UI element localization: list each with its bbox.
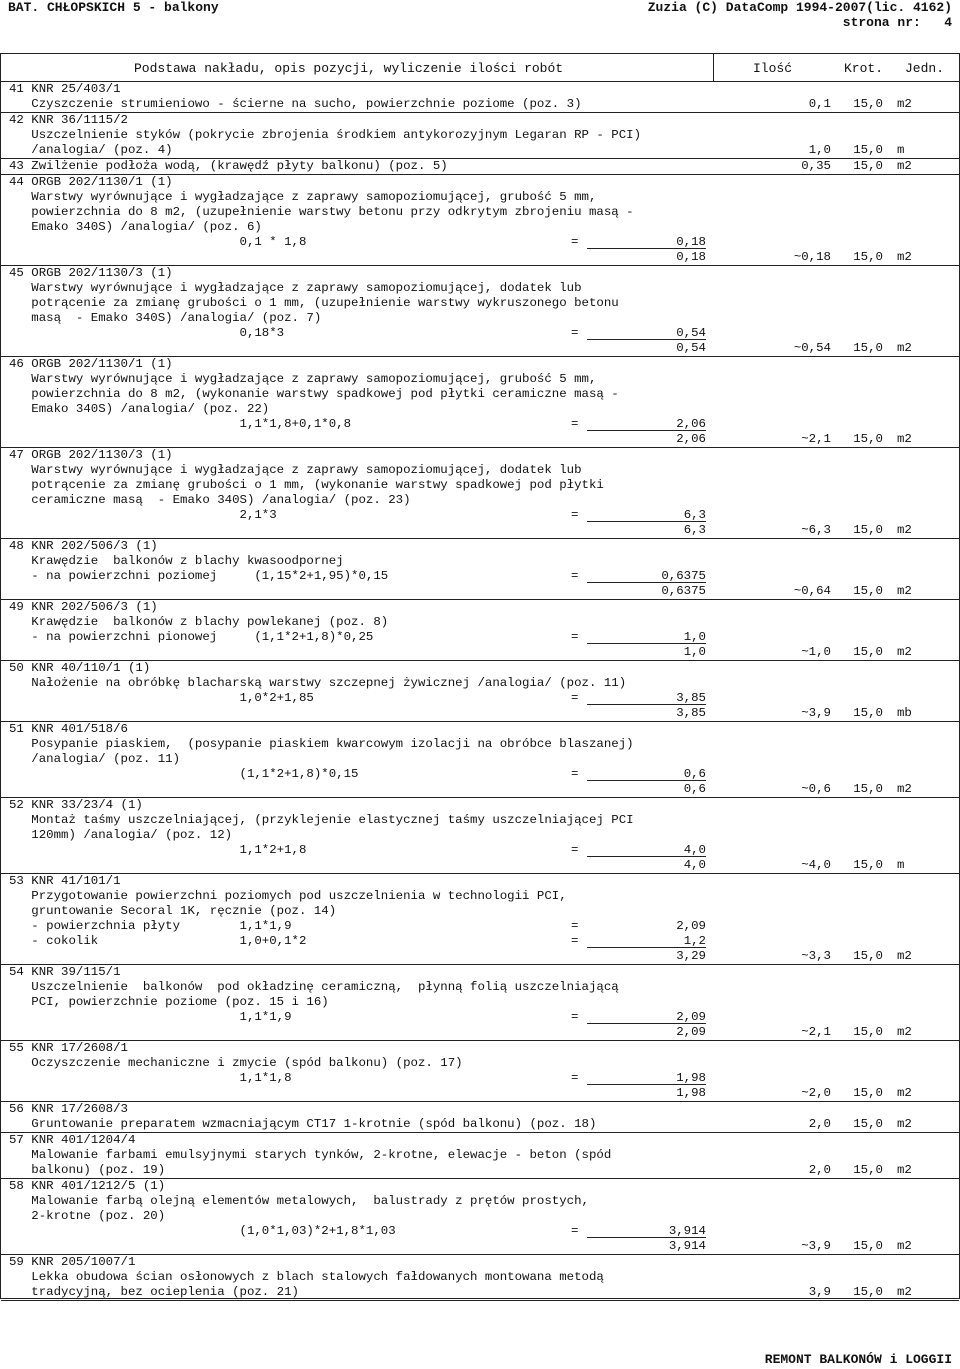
row-line bbox=[1, 889, 959, 904]
row-line bbox=[1, 645, 959, 660]
row-text: 58 KNR 401/1212/5 (1) bbox=[9, 1179, 166, 1193]
multiplier-value: 15,0 bbox=[853, 432, 883, 446]
row-text: 1,0*2+1,85 bbox=[9, 691, 314, 705]
row-line bbox=[1, 1255, 959, 1270]
row-line bbox=[1, 706, 959, 721]
row-text: 2,1*3 bbox=[9, 508, 277, 522]
row-line bbox=[1, 82, 959, 97]
page-info bbox=[648, 0, 952, 30]
equals-sign: = bbox=[571, 235, 579, 249]
row-text: Uszczelnienie balkonów pod okładzinę ceramiczną, płynną folią uszczelniającą bbox=[9, 980, 619, 994]
row-line bbox=[1, 326, 959, 341]
row-line bbox=[1, 175, 959, 190]
equals-sign: = bbox=[571, 691, 579, 705]
subtotal-value: 6,3 bbox=[587, 508, 706, 522]
subtotal-value: 4,0 bbox=[587, 843, 706, 857]
unit-value: m2 bbox=[897, 1239, 912, 1253]
row-line bbox=[1, 584, 959, 599]
multiplier-value: 15,0 bbox=[853, 143, 883, 157]
col-price: Krot. bbox=[844, 61, 884, 76]
equals-sign: = bbox=[571, 1010, 579, 1024]
quantity-value: ~2,0 bbox=[801, 1086, 831, 1100]
table-row bbox=[1, 357, 959, 448]
quantity-value: ~6,3 bbox=[801, 523, 831, 537]
quantity-value: 0,1 bbox=[808, 97, 831, 111]
row-text: 50 KNR 40/110/1 (1) bbox=[9, 661, 151, 675]
equals-sign: = bbox=[571, 508, 579, 522]
equals-sign: = bbox=[571, 767, 579, 781]
row-line bbox=[1, 782, 959, 797]
total-value: 4,0 bbox=[683, 858, 706, 872]
table-row bbox=[1, 266, 959, 357]
unit-value: m bbox=[897, 143, 905, 157]
row-text: powierzchnia do 8 m2, (uzupełnienie warstwy betonu przy odkrytym zbrojeniu masą - bbox=[9, 205, 634, 219]
table-row bbox=[1, 600, 959, 661]
unit-value: m2 bbox=[897, 1025, 912, 1039]
table-row bbox=[1, 722, 959, 798]
row-text: Nałożenie na obróbkę blacharską warstwy szczepnej żywicznej /analogia/ (poz. 11) bbox=[9, 676, 627, 690]
row-line bbox=[1, 143, 959, 158]
multiplier-value: 15,0 bbox=[853, 782, 883, 796]
equals-sign: = bbox=[571, 569, 579, 583]
unit-value: m2 bbox=[897, 782, 912, 796]
row-text: Warstwy wyrównujące i wygładzające z zaprawy samopoziomującej, grubość 5 mm, bbox=[9, 372, 597, 386]
row-text: - na powierzchni poziomej (1,15*2+1,95)*0,15 bbox=[9, 569, 389, 583]
row-text: Posypanie piaskiem, (posypanie piaskiem kwarcowym izolacji na obróbce blaszanej) bbox=[9, 737, 634, 751]
row-line bbox=[1, 813, 959, 828]
row-line bbox=[1, 569, 959, 584]
equals-sign: = bbox=[571, 919, 579, 933]
row-line bbox=[1, 508, 959, 523]
quantity-value: ~3,9 bbox=[801, 706, 831, 720]
row-line bbox=[1, 266, 959, 281]
row-text: ceramiczne masą - Emako 340S) /analogia/ (poz. 23) bbox=[9, 493, 411, 507]
row-line bbox=[1, 220, 959, 235]
unit-value: m2 bbox=[897, 432, 912, 446]
table-row bbox=[1, 798, 959, 874]
equals-sign: = bbox=[571, 417, 579, 431]
row-line bbox=[1, 1102, 959, 1117]
multiplier-value: 15,0 bbox=[853, 645, 883, 659]
row-line bbox=[1, 296, 959, 311]
row-line bbox=[1, 1041, 959, 1056]
subtotal-value: 0,18 bbox=[587, 235, 706, 249]
unit-value: m2 bbox=[897, 523, 912, 537]
column-divider bbox=[713, 54, 714, 81]
subtotal-value: 0,6375 bbox=[587, 569, 706, 583]
table-row bbox=[1, 661, 959, 722]
row-line bbox=[1, 919, 959, 934]
multiplier-value: 15,0 bbox=[853, 1239, 883, 1253]
row-text: potrącenie za zmianę grubości o 1 mm, (wykonanie warstwy spadkowej pod płytki bbox=[9, 478, 604, 492]
row-line bbox=[1, 904, 959, 919]
quantity-value: ~0,6 bbox=[801, 782, 831, 796]
total-value: 2,09 bbox=[676, 919, 706, 933]
row-line bbox=[1, 1010, 959, 1025]
row-line bbox=[1, 949, 959, 964]
quantity-value: 0,35 bbox=[801, 159, 831, 173]
total-value: 3,85 bbox=[676, 706, 706, 720]
row-line bbox=[1, 235, 959, 250]
row-text: 1,1*1,8+0,1*0,8 bbox=[9, 417, 352, 431]
row-text: PCI, powierzchnie poziome (poz. 15 i 16) bbox=[9, 995, 329, 1009]
row-line bbox=[1, 97, 959, 112]
row-line bbox=[1, 1285, 959, 1300]
multiplier-value: 15,0 bbox=[853, 341, 883, 355]
quantity-value: ~0,18 bbox=[793, 250, 831, 264]
row-line bbox=[1, 1270, 959, 1285]
row-text: Emako 340S) /analogia/ (poz. 22) bbox=[9, 402, 270, 416]
table-body bbox=[1, 82, 959, 1301]
row-text: 0,1 * 1,8 bbox=[9, 235, 307, 249]
row-line bbox=[1, 128, 959, 143]
total-value: 6,3 bbox=[683, 523, 706, 537]
total-value: 2,06 bbox=[676, 432, 706, 446]
row-text: gruntowanie Secoral 1K, ręcznie (poz. 14) bbox=[9, 904, 337, 918]
row-line bbox=[1, 737, 959, 752]
total-value: 3,29 bbox=[676, 949, 706, 963]
row-text: 120mm) /analogia/ (poz. 12) bbox=[9, 828, 233, 842]
multiplier-value: 15,0 bbox=[853, 159, 883, 173]
row-text: Gruntowanie preparatem wzmacniającym CT17 1-krotnie (spód balkonu) (poz. 18) bbox=[9, 1117, 597, 1131]
row-text: 54 KNR 39/115/1 bbox=[9, 965, 121, 979]
multiplier-value: 15,0 bbox=[853, 1163, 883, 1177]
unit-value: m2 bbox=[897, 1117, 912, 1131]
row-line bbox=[1, 372, 959, 387]
quantity-value: ~3,9 bbox=[801, 1239, 831, 1253]
subtotal-value: 0,6 bbox=[587, 767, 706, 781]
row-text: Czyszczenie strumieniowo - ścierne na sucho, powierzchnie poziome (poz. 3) bbox=[9, 97, 582, 111]
unit-value: m2 bbox=[897, 250, 912, 264]
unit-value: m bbox=[897, 858, 905, 872]
table-row bbox=[1, 874, 959, 965]
subtotal-value: 2,06 bbox=[587, 417, 706, 431]
multiplier-value: 15,0 bbox=[853, 250, 883, 264]
row-text: Emako 340S) /analogia/ (poz. 6) bbox=[9, 220, 262, 234]
col-unit: Jedn. bbox=[905, 61, 945, 76]
row-text: - cokolik 1,0+0,1*2 bbox=[9, 934, 307, 948]
row-text: Lekka obudowa ścian osłonowych z blach stalowych fałdowanych montowana metodą bbox=[9, 1270, 604, 1284]
row-text: 59 KNR 205/1007/1 bbox=[9, 1255, 136, 1269]
row-text: balkonu) (poz. 19) bbox=[9, 1163, 166, 1177]
row-text: 0,18*3 bbox=[9, 326, 285, 340]
row-line bbox=[1, 934, 959, 949]
row-text: 57 KNR 401/1204/4 bbox=[9, 1133, 136, 1147]
multiplier-value: 15,0 bbox=[853, 858, 883, 872]
row-text: Malowanie farbami emulsyjnymi starych tynków, 2-krotne, elewacje - beton (spód bbox=[9, 1148, 612, 1162]
row-text: 56 KNR 17/2608/3 bbox=[9, 1102, 128, 1116]
unit-value: m2 bbox=[897, 341, 912, 355]
row-line bbox=[1, 493, 959, 508]
total-value: 0,18 bbox=[676, 250, 706, 264]
row-text: 1,1*1,8 bbox=[9, 1071, 292, 1085]
row-line bbox=[1, 539, 959, 554]
row-text: 55 KNR 17/2608/1 bbox=[9, 1041, 128, 1055]
row-text: (1,1*2+1,8)*0,15 bbox=[9, 767, 359, 781]
row-text: /analogia/ (poz. 11) bbox=[9, 752, 181, 766]
row-line bbox=[1, 478, 959, 493]
row-text: tradycyjną, bez ocieplenia (poz. 21) bbox=[9, 1285, 299, 1299]
table-row bbox=[1, 1179, 959, 1255]
row-text: Warstwy wyrównujące i wygładzające z zaprawy samopoziomującej, grubość 5 mm, bbox=[9, 190, 597, 204]
row-line bbox=[1, 600, 959, 615]
row-line bbox=[1, 1239, 959, 1254]
multiplier-value: 15,0 bbox=[853, 949, 883, 963]
unit-value: m2 bbox=[897, 645, 912, 659]
row-text: potrącenie za zmianę grubości o 1 mm, (uzupełnienie warstwy wykruszonego betonu bbox=[9, 296, 619, 310]
row-text: 53 KNR 41/101/1 bbox=[9, 874, 121, 888]
quantity-value: ~0,64 bbox=[793, 584, 831, 598]
row-text: 42 KNR 36/1115/2 bbox=[9, 113, 128, 127]
total-value: 3,914 bbox=[668, 1239, 706, 1253]
quantity-value: 3,9 bbox=[808, 1285, 831, 1299]
table-row bbox=[1, 159, 959, 175]
multiplier-value: 15,0 bbox=[853, 1285, 883, 1299]
table-row bbox=[1, 1102, 959, 1133]
row-text: Krawędzie balkonów z blachy kwasoodpornej bbox=[9, 554, 344, 568]
total-value: 0,54 bbox=[676, 341, 706, 355]
row-text: 48 KNR 202/506/3 (1) bbox=[9, 539, 158, 553]
subtotal-value: 1,0 bbox=[587, 630, 706, 644]
equals-sign: = bbox=[571, 934, 579, 948]
row-line bbox=[1, 205, 959, 220]
row-line bbox=[1, 615, 959, 630]
table-row bbox=[1, 1133, 959, 1179]
row-line bbox=[1, 417, 959, 432]
row-text: Warstwy wyrównujące i wygładzające z zaprawy samopoziomującej, dodatek lub bbox=[9, 281, 582, 295]
row-line bbox=[1, 432, 959, 447]
row-line bbox=[1, 965, 959, 980]
table-row bbox=[1, 539, 959, 600]
multiplier-value: 15,0 bbox=[853, 1025, 883, 1039]
row-text: (1,0*1,03)*2+1,8*1,03 bbox=[9, 1224, 396, 1238]
unit-value: m2 bbox=[897, 159, 912, 173]
row-line bbox=[1, 357, 959, 372]
table-row bbox=[1, 448, 959, 539]
row-text: 43 Zwilżenie podłoża wodą, (krawędź płyty balkonu) (poz. 5) bbox=[9, 159, 448, 173]
unit-value: mb bbox=[897, 706, 912, 720]
row-line bbox=[1, 828, 959, 843]
subtotal-value: 1,2 bbox=[587, 934, 706, 948]
total-value: 1,0 bbox=[683, 645, 706, 659]
quantity-value: 1,0 bbox=[808, 143, 831, 157]
page-number: strona nr: 4 bbox=[842, 15, 952, 30]
quantity-value: 2,0 bbox=[808, 1163, 831, 1177]
row-line bbox=[1, 661, 959, 676]
row-line bbox=[1, 159, 959, 174]
unit-value: m2 bbox=[897, 97, 912, 111]
row-line bbox=[1, 858, 959, 873]
subtotal-value: 1,98 bbox=[587, 1071, 706, 1085]
row-line bbox=[1, 1209, 959, 1224]
software-info: Zuzia (C) DataComp 1994-2007(lic. 4162) bbox=[647, 0, 952, 15]
row-line bbox=[1, 113, 959, 128]
row-line bbox=[1, 190, 959, 205]
table-row bbox=[1, 1041, 959, 1102]
multiplier-value: 15,0 bbox=[853, 1117, 883, 1131]
total-value: 2,09 bbox=[676, 1025, 706, 1039]
multiplier-value: 15,0 bbox=[853, 1086, 883, 1100]
row-text: 52 KNR 33/23/4 (1) bbox=[9, 798, 143, 812]
unit-value: m2 bbox=[897, 584, 912, 598]
row-line bbox=[1, 341, 959, 356]
subtotal-value: 0,54 bbox=[587, 326, 706, 340]
quantity-value: ~2,1 bbox=[801, 1025, 831, 1039]
row-text: 46 ORGB 202/1130/1 (1) bbox=[9, 357, 173, 371]
project-title: BAT. CHŁOPSKICH 5 - balkony bbox=[8, 0, 219, 15]
col-quantity: Ilość bbox=[753, 61, 793, 76]
quantity-value: ~3,3 bbox=[801, 949, 831, 963]
row-line bbox=[1, 767, 959, 782]
row-text: Uszczelnienie styków (pokrycie zbrojenia środkiem antykorozyjnym Legaran RP - PCI) bbox=[9, 128, 642, 142]
row-line bbox=[1, 630, 959, 645]
subtotal-value: 3,85 bbox=[587, 691, 706, 705]
row-text: 1,1*1,9 bbox=[9, 1010, 292, 1024]
row-text: Przygotowanie powierzchni poziomych pod uszczelnienia w technologii PCI, bbox=[9, 889, 567, 903]
row-line bbox=[1, 1086, 959, 1101]
footer-title: REMONT BALKONÓW i LOGGII bbox=[764, 1352, 952, 1367]
row-line bbox=[1, 676, 959, 691]
equals-sign: = bbox=[571, 843, 579, 857]
total-value: 0,6375 bbox=[661, 584, 706, 598]
row-text: 49 KNR 202/506/3 (1) bbox=[9, 600, 158, 614]
row-text: Montaż taśmy uszczelniającej, (przyklejenie elastycznej taśmy uszczelniającej PCI bbox=[9, 813, 634, 827]
row-line bbox=[1, 1133, 959, 1148]
row-line bbox=[1, 798, 959, 813]
equals-sign: = bbox=[571, 1071, 579, 1085]
row-line bbox=[1, 311, 959, 326]
table-row bbox=[1, 175, 959, 266]
multiplier-value: 15,0 bbox=[853, 584, 883, 598]
table-row bbox=[1, 1255, 959, 1301]
row-text: Krawędzie balkonów z blachy powlekanej (poz. 8) bbox=[9, 615, 389, 629]
row-line bbox=[1, 523, 959, 538]
quantity-value: ~1,0 bbox=[801, 645, 831, 659]
multiplier-value: 15,0 bbox=[853, 97, 883, 111]
total-value: 1,98 bbox=[676, 1086, 706, 1100]
unit-value: m2 bbox=[897, 949, 912, 963]
row-line bbox=[1, 995, 959, 1010]
row-text: 47 ORGB 202/1130/3 (1) bbox=[9, 448, 173, 462]
row-line bbox=[1, 554, 959, 569]
row-text: masą - Emako 340S) /analogia/ (poz. 7) bbox=[9, 311, 322, 325]
row-text: Warstwy wyrównujące i wygładzające z zaprawy samopoziomującej, dodatek lub bbox=[9, 463, 582, 477]
quantity-value: ~4,0 bbox=[801, 858, 831, 872]
quantity-value: 2,0 bbox=[808, 1117, 831, 1131]
row-line bbox=[1, 448, 959, 463]
row-line bbox=[1, 874, 959, 889]
equals-sign: = bbox=[571, 1224, 579, 1238]
row-line bbox=[1, 281, 959, 296]
row-line bbox=[1, 843, 959, 858]
row-text: 2-krotne (poz. 20) bbox=[9, 1209, 166, 1223]
row-text: - powierzchnia płyty 1,1*1,9 bbox=[9, 919, 292, 933]
table-row bbox=[1, 965, 959, 1041]
row-line bbox=[1, 1117, 959, 1132]
row-line bbox=[1, 1148, 959, 1163]
row-text: 45 ORGB 202/1130/3 (1) bbox=[9, 266, 173, 280]
total-value: 0,6 bbox=[683, 782, 706, 796]
unit-value: m2 bbox=[897, 1285, 912, 1299]
quantity-value: ~0,54 bbox=[793, 341, 831, 355]
row-line bbox=[1, 752, 959, 767]
row-text: - na powierzchni pionowej (1,1*2+1,8)*0,25 bbox=[9, 630, 374, 644]
column-header bbox=[1, 54, 959, 82]
row-line bbox=[1, 1025, 959, 1040]
row-line bbox=[1, 1224, 959, 1239]
equals-sign: = bbox=[571, 326, 579, 340]
page-header bbox=[0, 0, 960, 50]
table-row bbox=[1, 113, 959, 159]
row-line bbox=[1, 980, 959, 995]
equals-sign: = bbox=[571, 630, 579, 644]
row-line bbox=[1, 1179, 959, 1194]
row-line bbox=[1, 1056, 959, 1071]
row-line bbox=[1, 250, 959, 265]
unit-value: m2 bbox=[897, 1086, 912, 1100]
row-line bbox=[1, 1163, 959, 1178]
row-line bbox=[1, 1071, 959, 1086]
table-row bbox=[1, 82, 959, 113]
multiplier-value: 15,0 bbox=[853, 523, 883, 537]
quantity-value: ~2,1 bbox=[801, 432, 831, 446]
row-text: /analogia/ (poz. 4) bbox=[9, 143, 173, 157]
subtotal-value: 3,914 bbox=[587, 1224, 706, 1238]
row-text: powierzchnia do 8 m2, (wykonanie warstwy spadkowej pod płytki ceramiczne masą - bbox=[9, 387, 619, 401]
row-text: Malowanie farbą olejną elementów metalowych, balustrady z prętów prostych, bbox=[9, 1194, 589, 1208]
row-line bbox=[1, 402, 959, 417]
estimate-table bbox=[0, 53, 960, 1299]
row-text: 51 KNR 401/518/6 bbox=[9, 722, 128, 736]
unit-value: m2 bbox=[897, 1163, 912, 1177]
row-text: 1,1*2+1,8 bbox=[9, 843, 307, 857]
col-description: Podstawa nakładu, opis pozycji, wyliczenie ilości robót bbox=[134, 61, 564, 76]
row-text: 44 ORGB 202/1130/1 (1) bbox=[9, 175, 173, 189]
subtotal-value: 2,09 bbox=[587, 1010, 706, 1024]
row-line bbox=[1, 691, 959, 706]
row-line bbox=[1, 387, 959, 402]
row-line bbox=[1, 722, 959, 737]
row-line bbox=[1, 1194, 959, 1209]
row-text: Oczyszczenie mechaniczne i zmycie (spód balkonu) (poz. 17) bbox=[9, 1056, 463, 1070]
row-line bbox=[1, 463, 959, 478]
multiplier-value: 15,0 bbox=[853, 706, 883, 720]
row-text: 41 KNR 25/403/1 bbox=[9, 82, 121, 96]
